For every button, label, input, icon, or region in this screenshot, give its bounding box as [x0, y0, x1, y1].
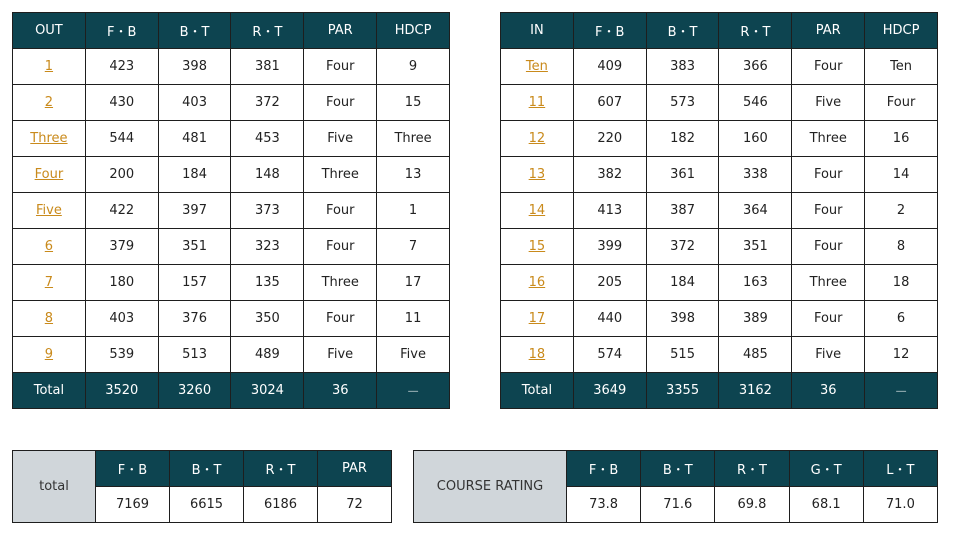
in-rt-cell: 160 — [719, 121, 792, 157]
hole-link[interactable]: 18 — [528, 347, 546, 362]
out-par-cell: Four — [304, 49, 377, 85]
in-fb-cell: 409 — [573, 49, 646, 85]
in-header-rt: R・T — [719, 13, 792, 49]
out-hdcp-cell: 17 — [377, 265, 450, 301]
in-total-par: 36 — [792, 373, 865, 409]
in-fb-cell: 399 — [573, 229, 646, 265]
in-hole-cell — [501, 85, 574, 121]
in-hdcp-cell: Four — [865, 85, 938, 121]
out-hole-cell — [13, 301, 86, 337]
table-row — [13, 157, 450, 193]
out-fb-cell: 403 — [85, 301, 158, 337]
hole-link[interactable]: 14 — [528, 203, 546, 218]
out-rt-cell: 323 — [231, 229, 304, 265]
out-total-fb: 3520 — [85, 373, 158, 409]
out-bt-cell: 397 — [158, 193, 231, 229]
rating-value-bt: 71.6 — [641, 487, 715, 523]
out-total-label: Total — [13, 373, 86, 409]
hole-link[interactable]: 8 — [44, 311, 54, 326]
table-row — [501, 121, 938, 157]
in-bt-cell: 573 — [646, 85, 719, 121]
out-total-bt: 3260 — [158, 373, 231, 409]
hole-link[interactable]: 11 — [528, 95, 546, 110]
in-rt-cell: 338 — [719, 157, 792, 193]
out-rt-cell: 135 — [231, 265, 304, 301]
in-hole-cell — [501, 265, 574, 301]
total-yardage-table — [12, 450, 392, 523]
hole-link[interactable]: Five — [35, 203, 62, 218]
out-hole-cell — [13, 229, 86, 265]
in-hdcp-cell: 16 — [865, 121, 938, 157]
in-rt-cell: 546 — [719, 85, 792, 121]
in-rt-cell: 366 — [719, 49, 792, 85]
table-row — [501, 301, 938, 337]
table-row — [501, 265, 938, 301]
in-fb-cell: 413 — [573, 193, 646, 229]
out-par-cell: Three — [304, 265, 377, 301]
in-hole-cell — [501, 301, 574, 337]
out-rt-cell: 148 — [231, 157, 304, 193]
out-hole-cell — [13, 193, 86, 229]
out-par-cell: Four — [304, 301, 377, 337]
out-fb-cell: 379 — [85, 229, 158, 265]
total-value-bt: 6615 — [170, 487, 244, 523]
out-fb-cell: 180 — [85, 265, 158, 301]
in-hole-cell — [501, 157, 574, 193]
in-hdcp-cell: 12 — [865, 337, 938, 373]
hole-link[interactable]: 12 — [528, 131, 546, 146]
rating-header-lt: L・T — [863, 451, 937, 487]
out-fb-cell: 200 — [85, 157, 158, 193]
in-bt-cell: 372 — [646, 229, 719, 265]
in-header-row — [501, 13, 938, 49]
in-par-cell: Four — [792, 229, 865, 265]
table-row — [501, 49, 938, 85]
in-scorecard-table — [500, 12, 938, 409]
in-par-cell: Four — [792, 193, 865, 229]
in-rt-cell: 163 — [719, 265, 792, 301]
in-hdcp-cell: Ten — [865, 49, 938, 85]
out-hole-cell — [13, 85, 86, 121]
out-bt-cell: 513 — [158, 337, 231, 373]
out-hdcp-cell: 9 — [377, 49, 450, 85]
total-header-row — [13, 451, 392, 487]
out-header-rt: R・T — [231, 13, 304, 49]
out-bt-cell: 157 — [158, 265, 231, 301]
in-total-row — [501, 373, 938, 409]
table-row — [13, 337, 450, 373]
in-total-rt: 3162 — [719, 373, 792, 409]
in-bt-cell: 361 — [646, 157, 719, 193]
hole-link[interactable]: 1 — [44, 59, 54, 74]
out-fb-cell: 423 — [85, 49, 158, 85]
total-value-par: 72 — [318, 487, 392, 523]
out-bt-cell: 184 — [158, 157, 231, 193]
out-par-cell: Four — [304, 85, 377, 121]
in-hdcp-cell: 8 — [865, 229, 938, 265]
hole-link[interactable]: 15 — [528, 239, 546, 254]
in-bt-cell: 515 — [646, 337, 719, 373]
in-rt-cell: 485 — [719, 337, 792, 373]
rating-value-gt: 68.1 — [789, 487, 863, 523]
hole-link[interactable]: Three — [30, 131, 68, 146]
hole-link[interactable]: 6 — [44, 239, 54, 254]
out-header-par: PAR — [304, 13, 377, 49]
table-row — [501, 193, 938, 229]
out-hole-cell — [13, 121, 86, 157]
out-fb-cell: 539 — [85, 337, 158, 373]
in-fb-cell: 574 — [573, 337, 646, 373]
out-par-cell: Four — [304, 229, 377, 265]
out-total-par: 36 — [304, 373, 377, 409]
rating-header-gt: G・T — [789, 451, 863, 487]
hole-link[interactable]: Ten — [525, 59, 548, 74]
in-fb-cell: 607 — [573, 85, 646, 121]
out-hdcp-cell: 13 — [377, 157, 450, 193]
in-par-cell: Four — [792, 49, 865, 85]
in-rt-cell: 364 — [719, 193, 792, 229]
out-fb-cell: 422 — [85, 193, 158, 229]
in-header-hdcp: HDCP — [865, 13, 938, 49]
in-rt-cell: 389 — [719, 301, 792, 337]
out-rt-cell: 489 — [231, 337, 304, 373]
in-hole-cell — [501, 229, 574, 265]
in-header-bt: B・T — [646, 13, 719, 49]
total-header-par: PAR — [318, 451, 392, 487]
in-bt-cell: 182 — [646, 121, 719, 157]
out-bt-cell: 403 — [158, 85, 231, 121]
out-hole-cell — [13, 49, 86, 85]
out-rt-cell: 453 — [231, 121, 304, 157]
out-hdcp-cell: Five — [377, 337, 450, 373]
hole-link[interactable]: 17 — [528, 311, 546, 326]
in-total-hdcp: － — [865, 373, 938, 409]
rating-header-fb: F・B — [567, 451, 641, 487]
in-fb-cell: 220 — [573, 121, 646, 157]
hole-link[interactable]: 16 — [528, 275, 546, 290]
table-row — [501, 337, 938, 373]
out-bt-cell: 351 — [158, 229, 231, 265]
out-bt-cell: 398 — [158, 49, 231, 85]
out-bt-cell: 376 — [158, 301, 231, 337]
out-hole-cell — [13, 337, 86, 373]
course-rating-table — [413, 450, 938, 523]
in-header-fb: F・B — [573, 13, 646, 49]
table-row — [501, 85, 938, 121]
in-bt-cell: 398 — [646, 301, 719, 337]
total-header-fb: F・B — [96, 451, 170, 487]
out-rt-cell: 372 — [231, 85, 304, 121]
in-hole-cell — [501, 337, 574, 373]
in-header-par: PAR — [792, 13, 865, 49]
out-hole-cell — [13, 265, 86, 301]
table-row — [13, 85, 450, 121]
out-hdcp-cell: 11 — [377, 301, 450, 337]
hole-link[interactable]: 2 — [44, 95, 54, 110]
out-header-out: OUT — [13, 13, 86, 49]
in-par-cell: Four — [792, 301, 865, 337]
rating-header-rt: R・T — [715, 451, 789, 487]
out-hole-cell — [13, 157, 86, 193]
out-rt-cell: 381 — [231, 49, 304, 85]
in-hdcp-cell: 18 — [865, 265, 938, 301]
out-hdcp-cell: Three — [377, 121, 450, 157]
rating-value-fb: 73.8 — [567, 487, 641, 523]
table-row — [501, 229, 938, 265]
rating-header-row — [414, 451, 938, 487]
in-hole-cell — [501, 121, 574, 157]
total-label: total — [13, 451, 96, 523]
in-header-in: IN — [501, 13, 574, 49]
out-total-row — [13, 373, 450, 409]
in-hdcp-cell: 2 — [865, 193, 938, 229]
in-hdcp-cell: 14 — [865, 157, 938, 193]
out-fb-cell: 430 — [85, 85, 158, 121]
in-bt-cell: 387 — [646, 193, 719, 229]
out-hdcp-cell: 1 — [377, 193, 450, 229]
out-hdcp-cell: 7 — [377, 229, 450, 265]
total-value-fb: 7169 — [96, 487, 170, 523]
out-fb-cell: 544 — [85, 121, 158, 157]
table-row — [13, 121, 450, 157]
in-rt-cell: 351 — [719, 229, 792, 265]
out-bt-cell: 481 — [158, 121, 231, 157]
in-hole-cell — [501, 49, 574, 85]
hole-link[interactable]: Four — [34, 167, 64, 182]
table-row — [13, 301, 450, 337]
in-total-bt: 3355 — [646, 373, 719, 409]
course-rating-label: COURSE RATING — [414, 451, 567, 523]
in-par-cell: Five — [792, 85, 865, 121]
hole-link[interactable]: 13 — [528, 167, 546, 182]
out-par-cell: Five — [304, 121, 377, 157]
out-total-hdcp: － — [377, 373, 450, 409]
in-hole-cell — [501, 193, 574, 229]
out-total-rt: 3024 — [231, 373, 304, 409]
table-row — [501, 157, 938, 193]
out-par-cell: Three — [304, 157, 377, 193]
in-fb-cell: 440 — [573, 301, 646, 337]
out-header-row — [13, 13, 450, 49]
rating-value-rt: 69.8 — [715, 487, 789, 523]
in-hdcp-cell: 6 — [865, 301, 938, 337]
rating-header-bt: B・T — [641, 451, 715, 487]
out-header-fb: F・B — [85, 13, 158, 49]
in-fb-cell: 205 — [573, 265, 646, 301]
in-total-label: Total — [501, 373, 574, 409]
table-row — [13, 193, 450, 229]
out-par-cell: Five — [304, 337, 377, 373]
table-row — [13, 265, 450, 301]
out-rt-cell: 373 — [231, 193, 304, 229]
in-fb-cell: 382 — [573, 157, 646, 193]
total-header-rt: R・T — [244, 451, 318, 487]
hole-link[interactable]: 7 — [44, 275, 54, 290]
rating-value-lt: 71.0 — [863, 487, 937, 523]
in-total-fb: 3649 — [573, 373, 646, 409]
table-row — [13, 229, 450, 265]
table-row — [13, 49, 450, 85]
in-par-cell: Five — [792, 337, 865, 373]
in-par-cell: Four — [792, 157, 865, 193]
out-rt-cell: 350 — [231, 301, 304, 337]
in-bt-cell: 184 — [646, 265, 719, 301]
in-bt-cell: 383 — [646, 49, 719, 85]
hole-link[interactable]: 9 — [44, 347, 54, 362]
total-header-bt: B・T — [170, 451, 244, 487]
out-par-cell: Four — [304, 193, 377, 229]
in-par-cell: Three — [792, 121, 865, 157]
in-par-cell: Three — [792, 265, 865, 301]
out-header-hdcp: HDCP — [377, 13, 450, 49]
out-scorecard-table — [12, 12, 450, 409]
total-value-rt: 6186 — [244, 487, 318, 523]
out-header-bt: B・T — [158, 13, 231, 49]
out-hdcp-cell: 15 — [377, 85, 450, 121]
